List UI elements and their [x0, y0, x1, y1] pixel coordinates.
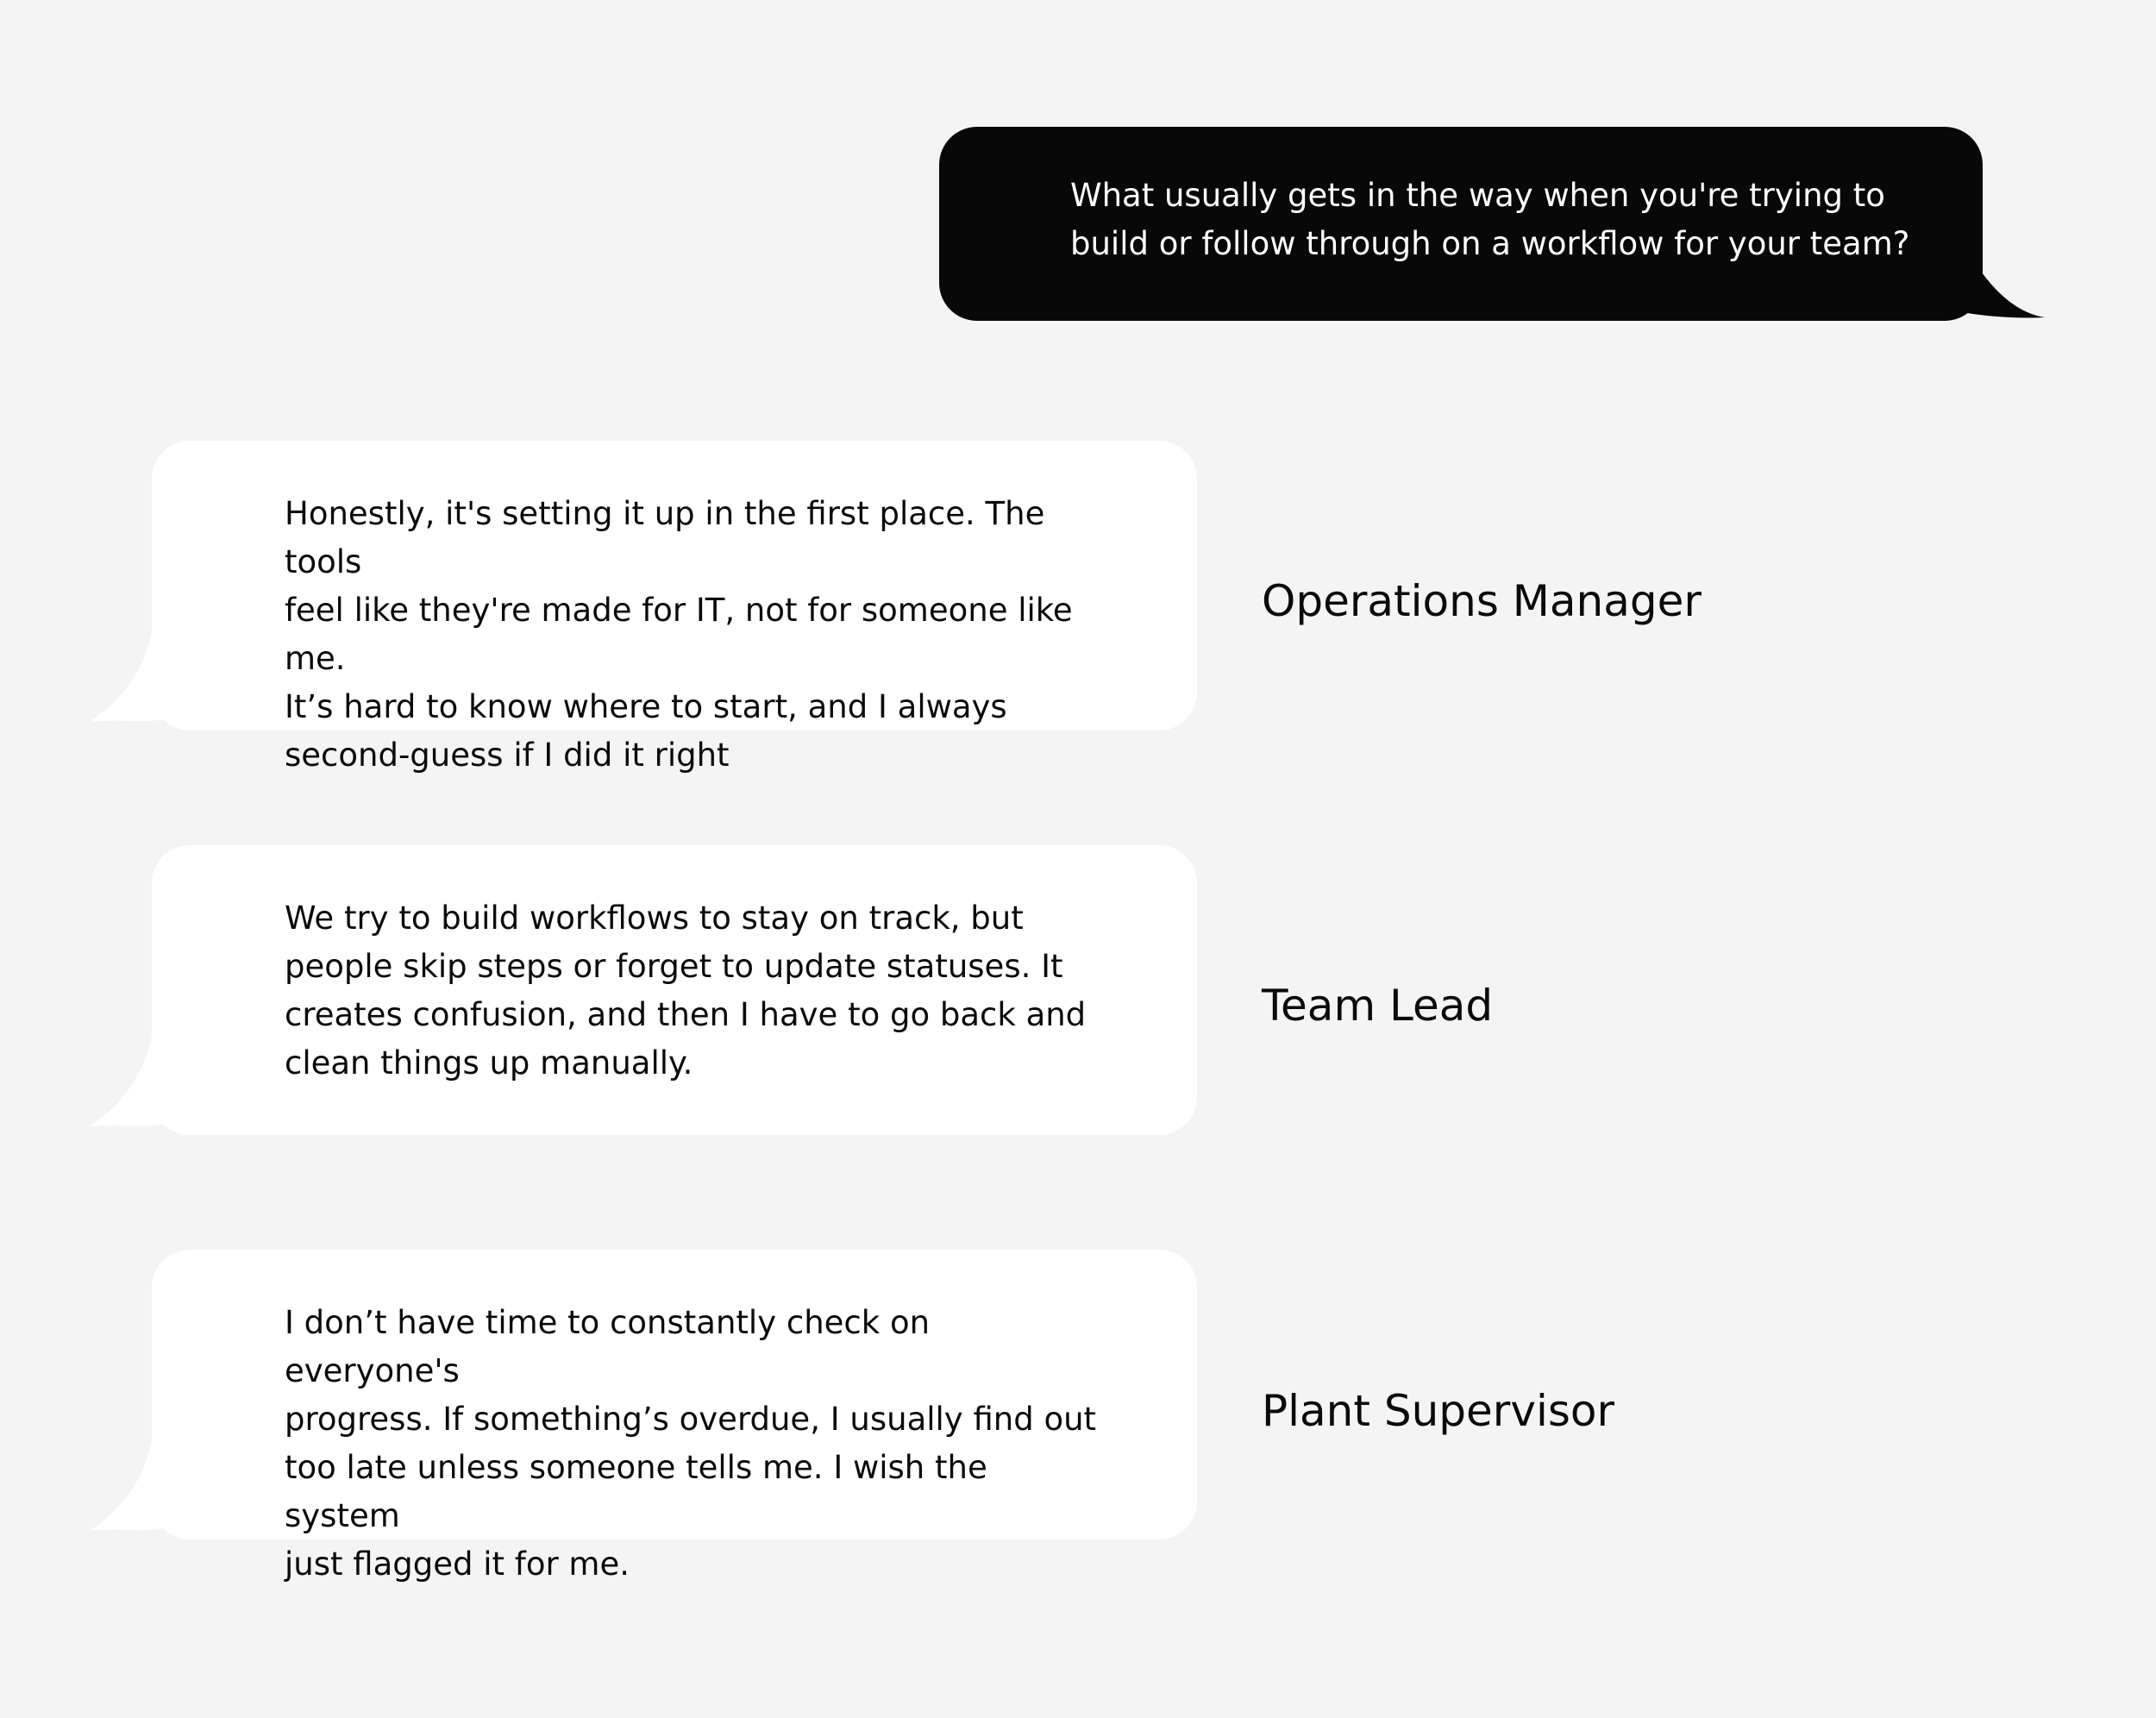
- response-line: feel like they're made for IT, not for someone like me.: [285, 592, 1073, 677]
- response-text: [285, 1299, 1104, 1589]
- question-line: What usually gets in the way when you're trying to: [1070, 177, 1885, 214]
- response-line: people skip steps or forget to update statuses. It: [285, 948, 1063, 985]
- response-line: clean things up manually.: [285, 1044, 693, 1082]
- response-line: creates confusion, and then I have to go back and: [285, 996, 1087, 1033]
- question-bubble: [939, 127, 1983, 321]
- response-line: I don’t have time to constantly check on everyone's: [285, 1304, 931, 1389]
- respondent-role: Operations Manager: [1262, 576, 1702, 626]
- response-text: [285, 490, 1104, 780]
- respondent-role: Plant Supervisor: [1262, 1386, 1615, 1436]
- question-text: [1070, 172, 1941, 268]
- response-line: We try to build workflows to stay on track, but: [285, 900, 1024, 937]
- response-line: too late unless someone tells me. I wish the system: [285, 1449, 987, 1534]
- response-line: It’s hard to know where to start, and I always: [285, 688, 1007, 725]
- response-bubble: [152, 845, 1197, 1135]
- response-text: [285, 894, 1104, 1088]
- question-line: build or follow through on a workflow for your team?: [1070, 225, 1910, 262]
- response-bubble: [152, 441, 1197, 774]
- respondent-role: Team Lead: [1262, 981, 1494, 1031]
- response-line: second-guess if I did it right: [285, 737, 730, 774]
- response-line: just flagged it for me.: [285, 1546, 630, 1583]
- response-line: progress. If something’s overdue, I usually find out: [285, 1401, 1097, 1438]
- response-line: Honestly, it's setting it up in the first place. The tools: [285, 495, 1045, 580]
- response-bubble: [152, 1250, 1197, 1583]
